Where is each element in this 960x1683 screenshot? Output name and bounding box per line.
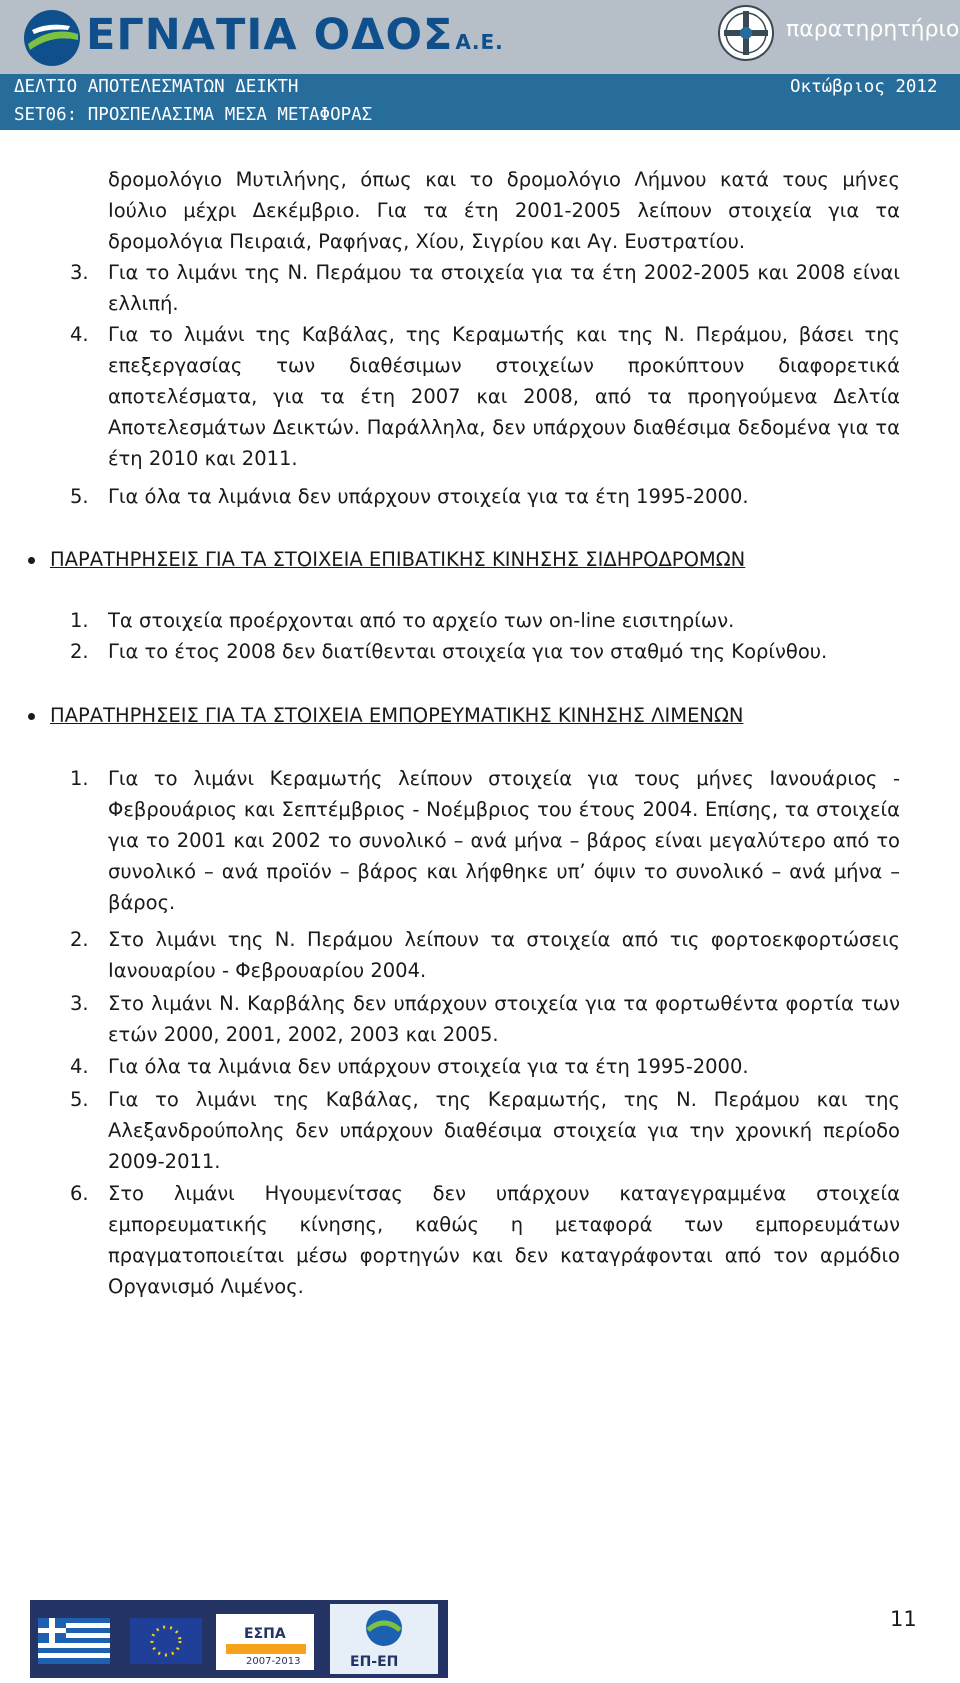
item-number: 5. <box>70 1088 89 1111</box>
espa-years: 2007-2013 <box>246 1656 301 1667</box>
brand-logo-text <box>86 10 504 60</box>
item-number: 1. <box>70 609 89 632</box>
set-title: SET06: ΠΡΟΣΠΕΛΑΣΙΜΑ ΜΕΣΑ ΜΕΤΑΦΟΡΑΣ <box>14 105 373 125</box>
funding-logos-icon <box>30 1600 448 1678</box>
list-item <box>70 1051 900 1082</box>
bulletin-date: Οκτώβριος 2012 <box>790 77 938 97</box>
item-number: 2. <box>70 928 89 951</box>
section-heading-ports <box>28 700 908 731</box>
intro-paragraph <box>108 164 900 257</box>
item-number: 2. <box>70 640 89 663</box>
list-item <box>70 1084 900 1177</box>
item-number: 5. <box>70 485 89 508</box>
list-item <box>70 763 900 918</box>
ep-logo-icon <box>330 1604 438 1674</box>
list-item <box>70 1178 900 1302</box>
espa-logo-icon <box>216 1614 314 1670</box>
list-item <box>70 319 900 474</box>
logo-text: ΕΓΝΑΤΙΑ ΟΔΟΣ <box>86 10 454 60</box>
item-number: 3. <box>70 261 89 284</box>
item-number: 1. <box>70 767 89 790</box>
ep-label: ΕΠ-ΕП <box>350 1654 399 1670</box>
item-text: Τα στοιχεία προέρχονται από το αρχείο των on-line εισιτηρίων. <box>108 609 735 632</box>
heading-text: ΠΑΡΑΤΗΡΗΣΕΙΣ ΓΙΑ ΤΑ ΣΤΟΙΧΕΙΑ ΕΠΙΒΑΤΙΚΗΣ ΚΙΝΗΣΗΣ ΣΙΔΗΡΟΔΡΟΜΩΝ <box>50 548 746 571</box>
item-text: Για όλα τα λιμάνια δεν υπάρχουν στοιχεία για τα έτη 1995-2000. <box>108 485 749 508</box>
section-heading-rail <box>28 544 908 575</box>
item-number: 3. <box>70 992 89 1015</box>
list-item <box>70 636 900 667</box>
list-item <box>70 988 900 1050</box>
page-header <box>0 0 960 130</box>
item-number: 4. <box>70 323 89 346</box>
list-item <box>70 481 900 512</box>
logo-suffix: Α.Ε. <box>455 30 504 54</box>
bullet-icon <box>28 713 35 720</box>
bulletin-title: ΔΕΛΤΙΟ ΑΠΟΤΕΛΕΣΜΑΤΩΝ ΔΕΙΚΤΗ <box>14 77 299 97</box>
item-text: Για το λιμάνι της Καβάλας, της Κεραμωτής, της Ν. Περάμου και της Αλεξανδρούπολης δεν υπάρχουν διαθέσιμα στοιχεία για την χρονική περίοδο 2009-2011. <box>108 1088 900 1173</box>
item-text: Για το έτος 2008 δεν διατίθενται στοιχεία για τον σταθμό της Κορίνθου. <box>108 640 828 663</box>
item-number: 6. <box>70 1182 89 1205</box>
bullet-icon <box>28 557 35 564</box>
item-number: 4. <box>70 1055 89 1078</box>
list-item <box>70 257 900 319</box>
list-item <box>70 605 900 636</box>
bulletin-bar <box>0 74 960 102</box>
item-text: Για το λιμάνι της Ν. Περάμου τα στοιχεία για τα έτη 2002-2005 και 2008 είναι ελλιπή. <box>108 261 900 315</box>
item-text: Για το λιμάνι της Καβάλας, της Κεραμωτής και της Ν. Περάμου, βάσει της επεξεργασίας των διαθέσιμων στοιχείων προκύπτουν διαφορετικά αποτελέσματα, για τα έτη 2007 και 2008, από τα προηγούμενα Δελτία Αποτελεσμάτων Δεικτών. Παράλληλα, δεν υπάρχουν διαθέσιμα δεδομένα για τα έτη 2010 και 2011. <box>108 323 900 470</box>
list-item <box>70 924 900 986</box>
footer-logos <box>30 1600 448 1678</box>
heading-text: ΠΑΡΑΤΗΡΗΣΕΙΣ ΓΙΑ ΤΑ ΣΤΟΙΧΕΙΑ ΕΜΠΟΡΕΥΜΑΤΙΚΗΣ ΚΙΝΗΣΗΣ ΛΙΜΕΝΩΝ <box>50 704 744 727</box>
item-text: Για όλα τα λιμάνια δεν υπάρχουν στοιχεία για τα έτη 1995-2000. <box>108 1055 749 1078</box>
observatory-logo-icon <box>716 3 776 63</box>
intro-line: Ιούλιο μέχρι Δεκέμβριο. Για τα έτη 2001-2005 λείπουν στοιχεία για τα <box>108 199 900 222</box>
espa-label: ΕΣΠΑ <box>244 1626 286 1642</box>
page-number: 11 <box>890 1607 917 1631</box>
item-text: Στο λιμάνι Ηγουμενίτσας δεν υπάρχουν καταγεγραμμένα στοιχεία εμπορευματικής κίνησης, καθώς η μεταφορά των εμπορευμάτων πραγματοποιείται μέσω φορτηγών και δεν καταγράφονται από τον αρμόδιο Οργανισμό Λιμένος. <box>108 1182 900 1298</box>
item-text: Για το λιμάνι Κεραμωτής λείπουν στοιχεία για τους μήνες Ιανουάριος - Φεβρουάριος και Σεπτέμβριος - Νοέμβριος του έτους 2004. Επίσης, τα στοιχεία για το 2001 και 2002 το συνολικό – ανά μήνα – βάρος είναι μεγαλύτερο από το συνολικό – ανά προϊόν – βάρος και λήφθηκε υπ’ όψιν το συνολικό – ανά μήνα – βάρος. <box>108 767 900 914</box>
intro-line: δρομολόγιο Μυτιλήνης, όπως και το δρομολόγιο Λήμνου κατά τους μήνες <box>108 168 900 191</box>
greek-flag-icon <box>38 1618 110 1664</box>
set-bar <box>0 102 960 130</box>
item-text: Στο λιμάνι Ν. Καρβάλης δεν υπάρχουν στοιχεία για τα φορτωθέντα φορτία των ετών 2000, 2001, 2002, 2003 και 2005. <box>108 992 900 1046</box>
intro-line: δρομολόγια Πειραιά, Ραφήνας, Χίου, Σιγρίου και Αγ. Ευστρατίου. <box>108 230 746 253</box>
observatory-title: παρατηρητήριο <box>786 17 960 42</box>
eu-flag-icon <box>130 1618 202 1664</box>
item-text: Στο λιμάνι της Ν. Περάμου λείπουν τα στοιχεία από τις φορτοεκφορτώσεις Ιανουαρίου - Φεβρουαρίου 2004. <box>108 928 900 982</box>
